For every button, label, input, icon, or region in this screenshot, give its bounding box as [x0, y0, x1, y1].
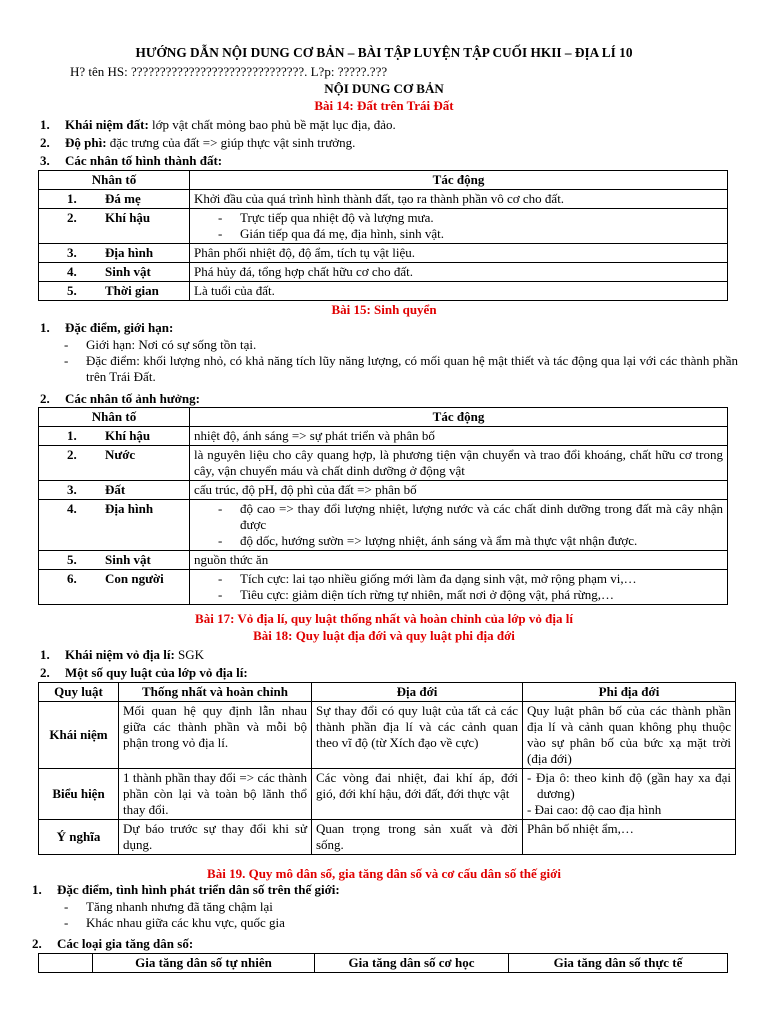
- table-row: [39, 209, 728, 244]
- unity-cell: 1 thành phần thay đổi => các thành phần còn lại và toàn bộ lãnh thổ thay đổi.: [119, 769, 312, 820]
- factor-number: 1.: [67, 191, 77, 206]
- table-row: [39, 481, 728, 500]
- law-row-head: Biểu hiện: [39, 769, 119, 820]
- factor-name: Nước: [105, 447, 136, 462]
- item-number: 2.: [40, 391, 50, 406]
- factor-number: 4.: [67, 501, 77, 516]
- azonal-line: - Đai cao: độ cao địa hình: [527, 802, 662, 817]
- section-heading: NỘI DUNG CƠ BẢN: [324, 81, 444, 96]
- lesson-19-item-2: [32, 936, 738, 952]
- table-row: [39, 769, 736, 820]
- item-label: Một số quy luật của lớp vỏ địa lí:: [65, 665, 248, 680]
- azonal-cell: [523, 702, 736, 769]
- factor-name: Con người: [105, 571, 164, 586]
- lesson-14-heading: Bài 14: Đất trên Trái Đất: [314, 98, 454, 113]
- lesson-15-item-1: [40, 320, 738, 336]
- lesson-19-bullets: [40, 899, 738, 931]
- item-number: 2.: [40, 665, 50, 680]
- lesson-15-bullets: [40, 337, 738, 385]
- unity-cell: Dự báo trước sự thay đổi khi sử dụng.: [119, 820, 312, 855]
- azonal-cell: [523, 769, 736, 820]
- list-item: - Giới hạn: Nơi có sự sống tồn tại.: [40, 337, 738, 353]
- lesson-14-item-2: [40, 135, 738, 151]
- biosphere-factors-table: [38, 407, 728, 605]
- lesson-14-item-3: [40, 153, 738, 169]
- effect-item: - Gián tiếp qua đá mẹ, địa hình, sinh vật.: [194, 226, 723, 242]
- effect-cell: [190, 263, 728, 282]
- factor-number: 2.: [67, 210, 77, 225]
- effect-text: Phá hủy đá, tổng hợp chất hữu cơ cho đất.: [194, 264, 414, 279]
- factor-name: Đá mẹ: [105, 191, 141, 206]
- item-label: Các nhân tố ảnh hưởng:: [65, 391, 200, 406]
- effect-cell: [190, 481, 728, 500]
- table-row: [39, 500, 728, 551]
- effect-cell: [190, 551, 728, 570]
- table-header-effect: Tác động: [190, 171, 728, 190]
- factor-cell: [39, 244, 190, 263]
- effect-text: Phân phối nhiệt độ, độ ẩm, tích tụ vật liệu.: [194, 245, 415, 260]
- factor-number: 3.: [67, 482, 77, 497]
- factor-name: Sinh vật: [105, 264, 151, 279]
- item-number: 1.: [40, 647, 50, 662]
- law-row-head: Khái niệm: [39, 702, 119, 769]
- table-header-effect: Tác động: [190, 408, 728, 427]
- item-label: Các loại gia tăng dân số:: [57, 936, 194, 951]
- azonal-line: - Địa ô: theo kinh độ (gần hay xa đại dương): [527, 770, 731, 801]
- effect-cell: [190, 282, 728, 301]
- unity-cell: Mối quan hệ quy định lẫn nhau giữa các thành phần và mỗi bộ phận trong vỏ địa lí.: [119, 702, 312, 769]
- factor-name: Khí hậu: [105, 210, 151, 225]
- effect-cell: [190, 190, 728, 209]
- factor-cell: [39, 446, 190, 481]
- list-item: - Đặc điểm: khối lượng nhỏ, có khả năng tích lũy năng lượng, có mối quan hệ mật thiết và tác động qua lại với các thành phần trên Trái Đất.: [40, 353, 738, 385]
- geographic-laws-table: [38, 682, 736, 855]
- factor-name: Khí hậu: [105, 428, 151, 443]
- effect-item: - Tích cực: lai tạo nhiều giống mới làm đa dạng sinh vật, mở rộng phạm vi,…: [194, 571, 723, 587]
- lesson-15-item-2: [40, 391, 738, 407]
- table-cell: [39, 954, 93, 973]
- effect-cell: [190, 570, 728, 605]
- factor-cell: [39, 551, 190, 570]
- effect-cell: [190, 500, 728, 551]
- lesson-19-heading: Bài 19. Quy mô dân số, gia tăng dân số và cơ cấu dân số thế giới: [207, 866, 561, 881]
- factor-name: Địa hình: [105, 245, 154, 260]
- effect-text: Là tuổi của đất.: [194, 283, 275, 298]
- effect-item: - Tiêu cực: giảm diện tích rừng tự nhiên, mất nơi ở động vật, phá rừng,…: [194, 587, 723, 603]
- soil-factors-table: [38, 170, 728, 301]
- item-text: SGK: [174, 647, 205, 662]
- effect-text: nhiệt độ, ánh sáng => sự phát triển và phân bố: [194, 428, 435, 443]
- effect-item: - Trực tiếp qua nhiệt độ và lượng mưa.: [194, 210, 723, 226]
- effect-text: cấu trúc, độ pH, độ phì của đất => phân bố: [194, 482, 417, 497]
- factor-name: Thời gian: [105, 283, 159, 298]
- factor-cell: [39, 282, 190, 301]
- effect-cell: [190, 446, 728, 481]
- table-header-actual-growth: Gia tăng dân số thực tế: [509, 954, 728, 973]
- effect-text: Khởi đầu của quá trình hình thành đất, tạo ra thành phần vô cơ cho đất.: [194, 191, 565, 206]
- table-header-factor: Nhân tố: [39, 171, 190, 190]
- item-number: 1.: [40, 320, 50, 335]
- factor-cell: [39, 500, 190, 551]
- effect-cell: [190, 427, 728, 446]
- azonal-line: Quy luật phân bố của các thành phần địa lí và cảnh quan không phụ thuộc vào sự phân bố của bức xạ mặt trời (địa đới): [527, 703, 731, 766]
- table-header-azonal: Phi địa đới: [523, 683, 736, 702]
- lesson-15-heading: Bài 15: Sinh quyển: [331, 302, 437, 317]
- item-number: 2.: [40, 135, 50, 150]
- effect-item: - độ dốc, hướng sườn => lượng nhiệt, ánh sáng và ẩm mà thực vật nhận được.: [194, 533, 723, 549]
- effect-cell: [190, 244, 728, 263]
- item-number: 1.: [32, 882, 42, 897]
- lesson-17-heading: Bài 17: Vỏ địa lí, quy luật thống nhất và hoàn chỉnh của lớp vỏ địa lí: [195, 611, 573, 626]
- factor-number: 3.: [67, 245, 77, 260]
- zonal-cell: Sự thay đổi có quy luật của tất cả các thành phần địa lí và các cảnh quan theo vĩ độ (từ Xích đạo về cực): [312, 702, 523, 769]
- item-text: lớp vật chất mỏng bao phủ bề mặt lục địa, đảo.: [148, 117, 396, 132]
- factor-cell: [39, 209, 190, 244]
- item-label: Khái niệm đất:: [65, 117, 149, 132]
- list-item: - Khác nhau giữa các khu vực, quốc gia: [40, 915, 738, 931]
- factor-name: Đất: [105, 482, 126, 497]
- population-growth-table: [38, 953, 728, 973]
- factor-number: 5.: [67, 552, 77, 567]
- factor-number: 2.: [67, 447, 77, 462]
- lesson-18-heading: Bài 18: Quy luật địa đới và quy luật phi địa đới: [253, 628, 515, 643]
- item-label: Các nhân tố hình thành đất:: [65, 153, 223, 168]
- list-item: - Tăng nhanh nhưng đã tăng chậm lại: [40, 899, 738, 915]
- factor-number: 4.: [67, 264, 77, 279]
- lesson-17-item-2: [40, 665, 738, 681]
- item-number: 1.: [40, 117, 50, 132]
- table-header-mechanical-growth: Gia tăng dân số cơ học: [315, 954, 509, 973]
- document-title: HƯỚNG DẪN NỘI DUNG CƠ BẢN – BÀI TẬP LUYỆN TẬP CUỐI HKII – ĐỊA LÍ 10: [135, 45, 633, 60]
- effect-text: nguồn thức ăn: [194, 552, 269, 567]
- factor-number: 6.: [67, 571, 77, 586]
- item-label: Đặc điểm, tình hình phát triển dân số trên thế giới:: [57, 882, 340, 897]
- zonal-cell: Các vòng đai nhiệt, đai khí áp, đới gió, đới khí hậu, đới đất, đới thực vật: [312, 769, 523, 820]
- item-label: Khái niệm vỏ địa lí:: [65, 647, 175, 662]
- factor-number: 1.: [67, 428, 77, 443]
- azonal-line: Phân bố nhiệt ẩm,…: [527, 821, 634, 836]
- factor-cell: [39, 570, 190, 605]
- table-header-factor: Nhân tố: [39, 408, 190, 427]
- lesson-14-item-1: [40, 117, 738, 133]
- table-row: [39, 551, 728, 570]
- table-row: [39, 190, 728, 209]
- table-row: [39, 282, 728, 301]
- table-row: [39, 570, 728, 605]
- effect-text: là nguyên liệu cho cây quang hợp, là phương tiện vận chuyển và trao đổi khoáng, chất hữu cơ trong cây, vận chuyển máu và chất dinh dưỡng ở động vật: [194, 447, 723, 478]
- factor-cell: [39, 427, 190, 446]
- student-info-line: H? tên HS: ??????????????????????????????. L?p: ?????.???: [70, 64, 388, 79]
- item-number: 3.: [40, 153, 50, 168]
- table-row: [39, 244, 728, 263]
- table-row: [39, 820, 736, 855]
- factor-name: Địa hình: [105, 501, 154, 516]
- item-number: 2.: [32, 936, 42, 951]
- azonal-cell: [523, 820, 736, 855]
- effect-cell: [190, 209, 728, 244]
- factor-cell: [39, 190, 190, 209]
- item-label: Độ phì:: [65, 135, 107, 150]
- table-header-law: Quy luật: [39, 683, 119, 702]
- table-header-zonal: Địa đới: [312, 683, 523, 702]
- law-row-head: Ý nghĩa: [39, 820, 119, 855]
- table-header-natural-growth: Gia tăng dân số tự nhiên: [93, 954, 315, 973]
- lesson-17-item-1: [40, 647, 738, 663]
- factor-name: Sinh vật: [105, 552, 151, 567]
- table-header-unity: Thống nhất và hoàn chỉnh: [119, 683, 312, 702]
- item-label: Đặc điểm, giới hạn:: [65, 320, 174, 335]
- factor-number: 5.: [67, 283, 77, 298]
- table-row: [39, 446, 728, 481]
- zonal-cell: Quan trọng trong sản xuất và đời sống.: [312, 820, 523, 855]
- table-row: [39, 702, 736, 769]
- effect-item: - độ cao => thay đổi lượng nhiệt, lượng nước và các chất dinh dưỡng trong đất mà cây nhận được: [194, 501, 723, 533]
- item-text: đặc trưng của đất => giúp thực vật sinh trưởng.: [106, 135, 356, 150]
- table-row: [39, 263, 728, 282]
- table-row: [39, 427, 728, 446]
- factor-cell: [39, 263, 190, 282]
- factor-cell: [39, 481, 190, 500]
- lesson-19-item-1: [32, 882, 738, 898]
